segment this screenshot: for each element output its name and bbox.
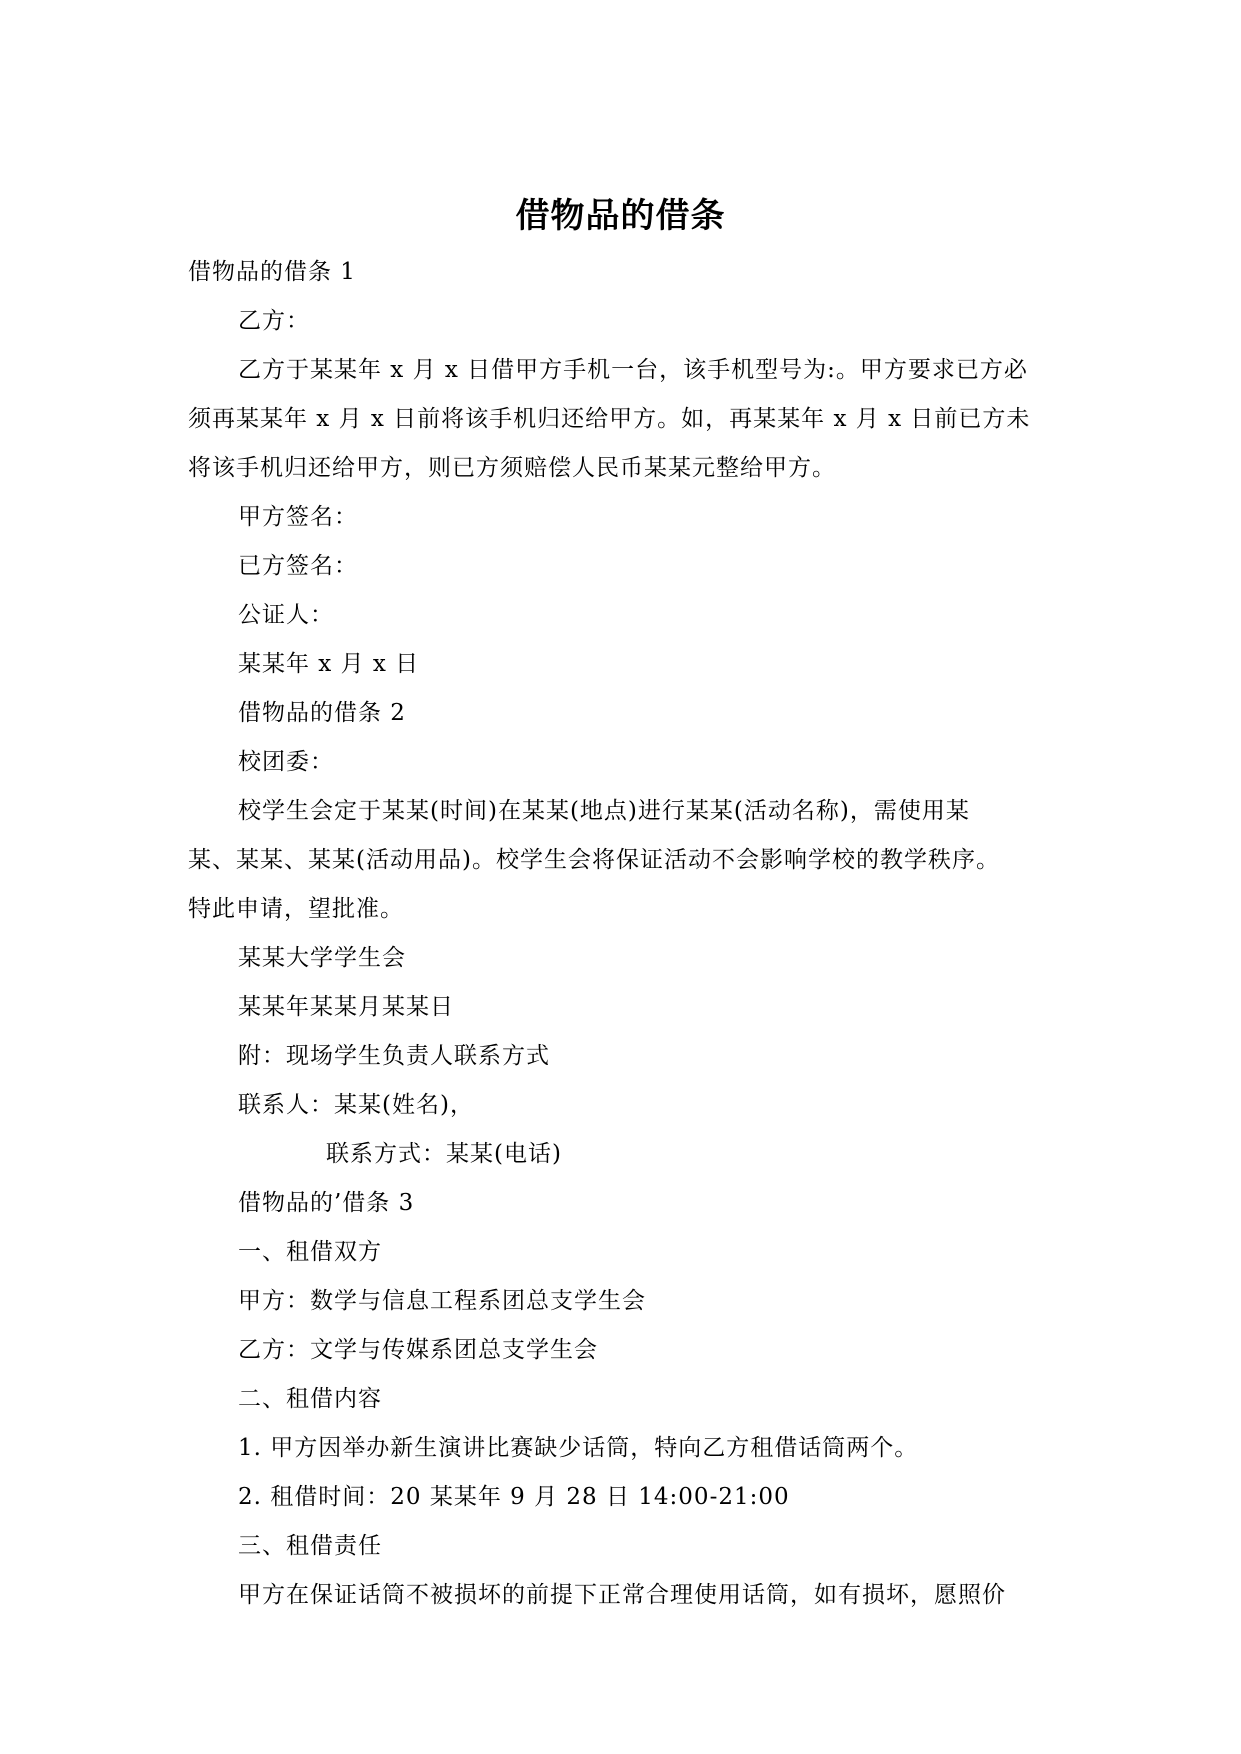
organization-line: 某某大学学生会	[238, 945, 406, 971]
section-heading-2: 借物品的借条 2	[238, 700, 406, 726]
body-text-line: 某、某某、某某(活动用品)。校学生会将保证活动不会影响学校的教学秩序。	[188, 847, 1000, 873]
body-text-line: 甲方在保证话筒不被损坏的前提下正常合理使用话筒，如有损坏，愿照价	[238, 1582, 1006, 1608]
body-text-line: 须再某某年 x 月 x 日前将该手机归还给甲方。如，再某某年 x 月 x 日前已方未	[188, 406, 1031, 432]
section-heading-3: 借物品的’借条 3	[238, 1190, 415, 1216]
signature-line-party-b: 已方签名：	[238, 553, 358, 579]
contact-method-line: 联系方式：某某(电话)	[326, 1141, 562, 1167]
subheading-line: 三、租借责任	[238, 1533, 382, 1559]
date-line: 某某年 x 月 x 日	[238, 651, 420, 677]
date-line: 某某年某某月某某日	[238, 994, 454, 1020]
addressee-line: 校团委：	[238, 749, 334, 775]
party-b-line: 乙方：文学与传媒系团总支学生会	[238, 1337, 598, 1363]
list-item-line: 1. 甲方因举办新生演讲比赛缺少话筒，特向乙方租借话筒两个。	[238, 1435, 919, 1461]
body-text-line: 特此申请，望批准。	[188, 896, 404, 922]
notary-line: 公证人：	[238, 602, 334, 628]
body-text-line: 校学生会定于某某(时间)在某某(地点)进行某某(活动名称)，需使用某	[238, 798, 970, 824]
subheading-line: 一、租借双方	[238, 1239, 382, 1265]
document-title: 借物品的借条	[515, 196, 726, 236]
attachment-line: 附：现场学生负责人联系方式	[238, 1043, 550, 1069]
body-text-line: 将该手机归还给甲方，则已方须赔偿人民币某某元整给甲方。	[188, 455, 836, 481]
signature-line-party-a: 甲方签名：	[238, 504, 358, 530]
party-a-line: 甲方：数学与信息工程系团总支学生会	[238, 1288, 646, 1314]
list-item-line: 2. 租借时间：20 某某年 9 月 28 日 14:00-21:00	[238, 1484, 790, 1510]
body-text-line: 乙方于某某年 x 月 x 日借甲方手机一台，该手机型号为:。甲方要求已方必	[238, 357, 1028, 383]
addressee-line: 乙方：	[238, 308, 310, 334]
subheading-line: 二、租借内容	[238, 1386, 382, 1412]
section-heading-1: 借物品的借条 1	[188, 259, 356, 285]
contact-person-line: 联系人：某某(姓名)，	[238, 1092, 474, 1118]
